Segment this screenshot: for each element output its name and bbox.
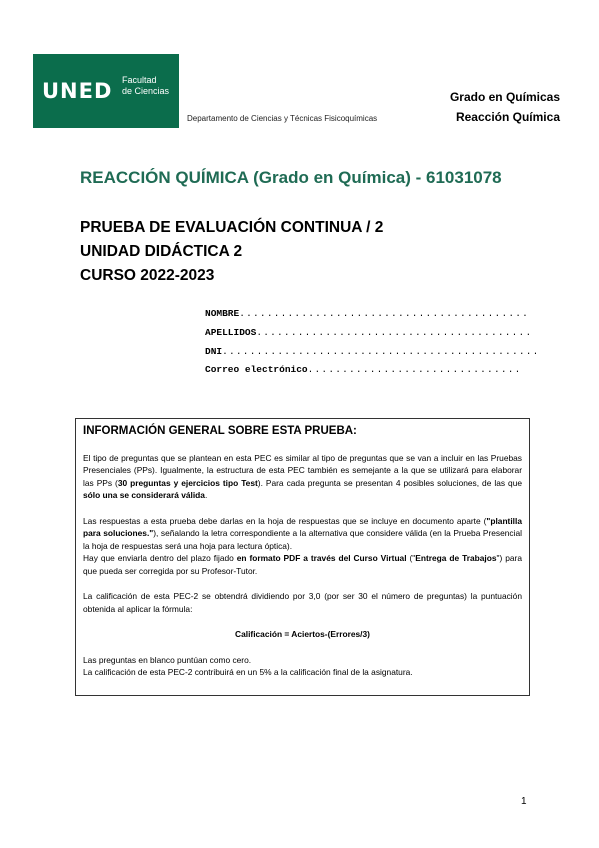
info-line-blank: Las preguntas en blanco puntúan como cero. bbox=[83, 654, 252, 665]
page-number: 1 bbox=[521, 796, 527, 807]
subtitle-unit: UNIDAD DIDÁCTICA 2 bbox=[80, 243, 243, 260]
form-field-correo bbox=[205, 364, 522, 375]
text-run: (" bbox=[406, 553, 416, 563]
field-blank: ........................................ bbox=[256, 327, 533, 338]
formula-text: Calificación = Aciertos-(Errores/3) bbox=[235, 629, 370, 639]
grading-formula bbox=[83, 628, 522, 641]
text-run: ). Para cada pregunta se presentan 4 posibles soluciones, de las que bbox=[257, 477, 523, 488]
text-run: ), señalando la letra correspondiente a la alternativa que considere válida (en la Prueba Presencial la hoja de respuestas será una hoja para lectura óptica). bbox=[83, 528, 522, 551]
info-paragraph-1 bbox=[83, 452, 522, 502]
subject-name: Reacción Química bbox=[455, 110, 560, 124]
text-run: ") para que pueda ser corregida por su Profesor-Tutor. bbox=[83, 553, 522, 576]
uned-logo bbox=[33, 54, 179, 128]
field-label: APELLIDOS bbox=[205, 327, 257, 338]
logo-faculty bbox=[122, 75, 169, 97]
field-blank: .............................................. bbox=[222, 346, 540, 357]
text-run: . bbox=[204, 490, 208, 500]
text-run: El tipo de preguntas que se plantean en esta PEC es similar al tipo de preguntas que se van a incluir en las Pruebas Presenciales (PPs). Igualmente, la estructura de esta PEC también es semejante a la que se utilizará para elaborar las PPs ( bbox=[83, 452, 522, 488]
info-heading: INFORMACIÓN GENERAL SOBRE ESTA PRUEBA: bbox=[83, 425, 357, 437]
info-box bbox=[75, 418, 530, 696]
degree-name: Grado en Químicas bbox=[449, 90, 560, 104]
field-label: Correo electrónico bbox=[205, 364, 308, 375]
text-run-bold: Entrega de Trabajos bbox=[415, 553, 497, 563]
subtitle-test: PRUEBA DE EVALUACIÓN CONTINUA / 2 bbox=[80, 219, 384, 236]
form-field-dni bbox=[205, 346, 540, 357]
field-blank: ............................... bbox=[307, 364, 522, 375]
subtitle-course: CURSO 2022-2023 bbox=[80, 267, 215, 284]
info-paragraph-2 bbox=[83, 515, 522, 578]
field-label: NOMBRE bbox=[205, 308, 240, 319]
logo-faculty-line2: de Ciencias bbox=[122, 86, 170, 96]
text-run-bold: 30 preguntas y ejercicios tipo Test bbox=[117, 477, 258, 488]
text-run: Las respuestas a esta prueba debe darlas en la hoja de respuestas que se incluye en documento aparte ( bbox=[83, 515, 487, 526]
form-field-apellidos bbox=[205, 327, 532, 338]
logo-faculty-line1: Facultad bbox=[122, 75, 157, 85]
text-run-bold: sólo una se considerará válida bbox=[83, 490, 205, 500]
field-blank: .......................................... bbox=[239, 308, 530, 319]
text-run-bold: "plantilla para soluciones." bbox=[83, 515, 522, 538]
info-line-weight: La calificación de esta PEC-2 contribuirá en un 5% a la calificación final de la asignatura. bbox=[83, 667, 413, 677]
form-field-nombre bbox=[205, 308, 529, 319]
field-label: DNI bbox=[205, 346, 223, 357]
logo-mark: UNED bbox=[42, 79, 113, 103]
text-run: Hay que enviarla dentro del plazo fijado bbox=[83, 553, 237, 563]
document-title: REACCIÓN QUÍMICA (Grado en Química) - 61031078 bbox=[80, 168, 502, 187]
info-paragraph-3: La calificación de esta PEC-2 se obtendrá dividiendo por 3,0 (por ser 30 el número de preguntas) la puntuación obtenida al aplicar la fórmula: bbox=[83, 591, 522, 614]
text-run-bold: en formato PDF a través del Curso Virtual bbox=[236, 553, 407, 563]
department-name: Departamento de Ciencias y Técnicas Fisicoquímicas bbox=[187, 114, 378, 123]
